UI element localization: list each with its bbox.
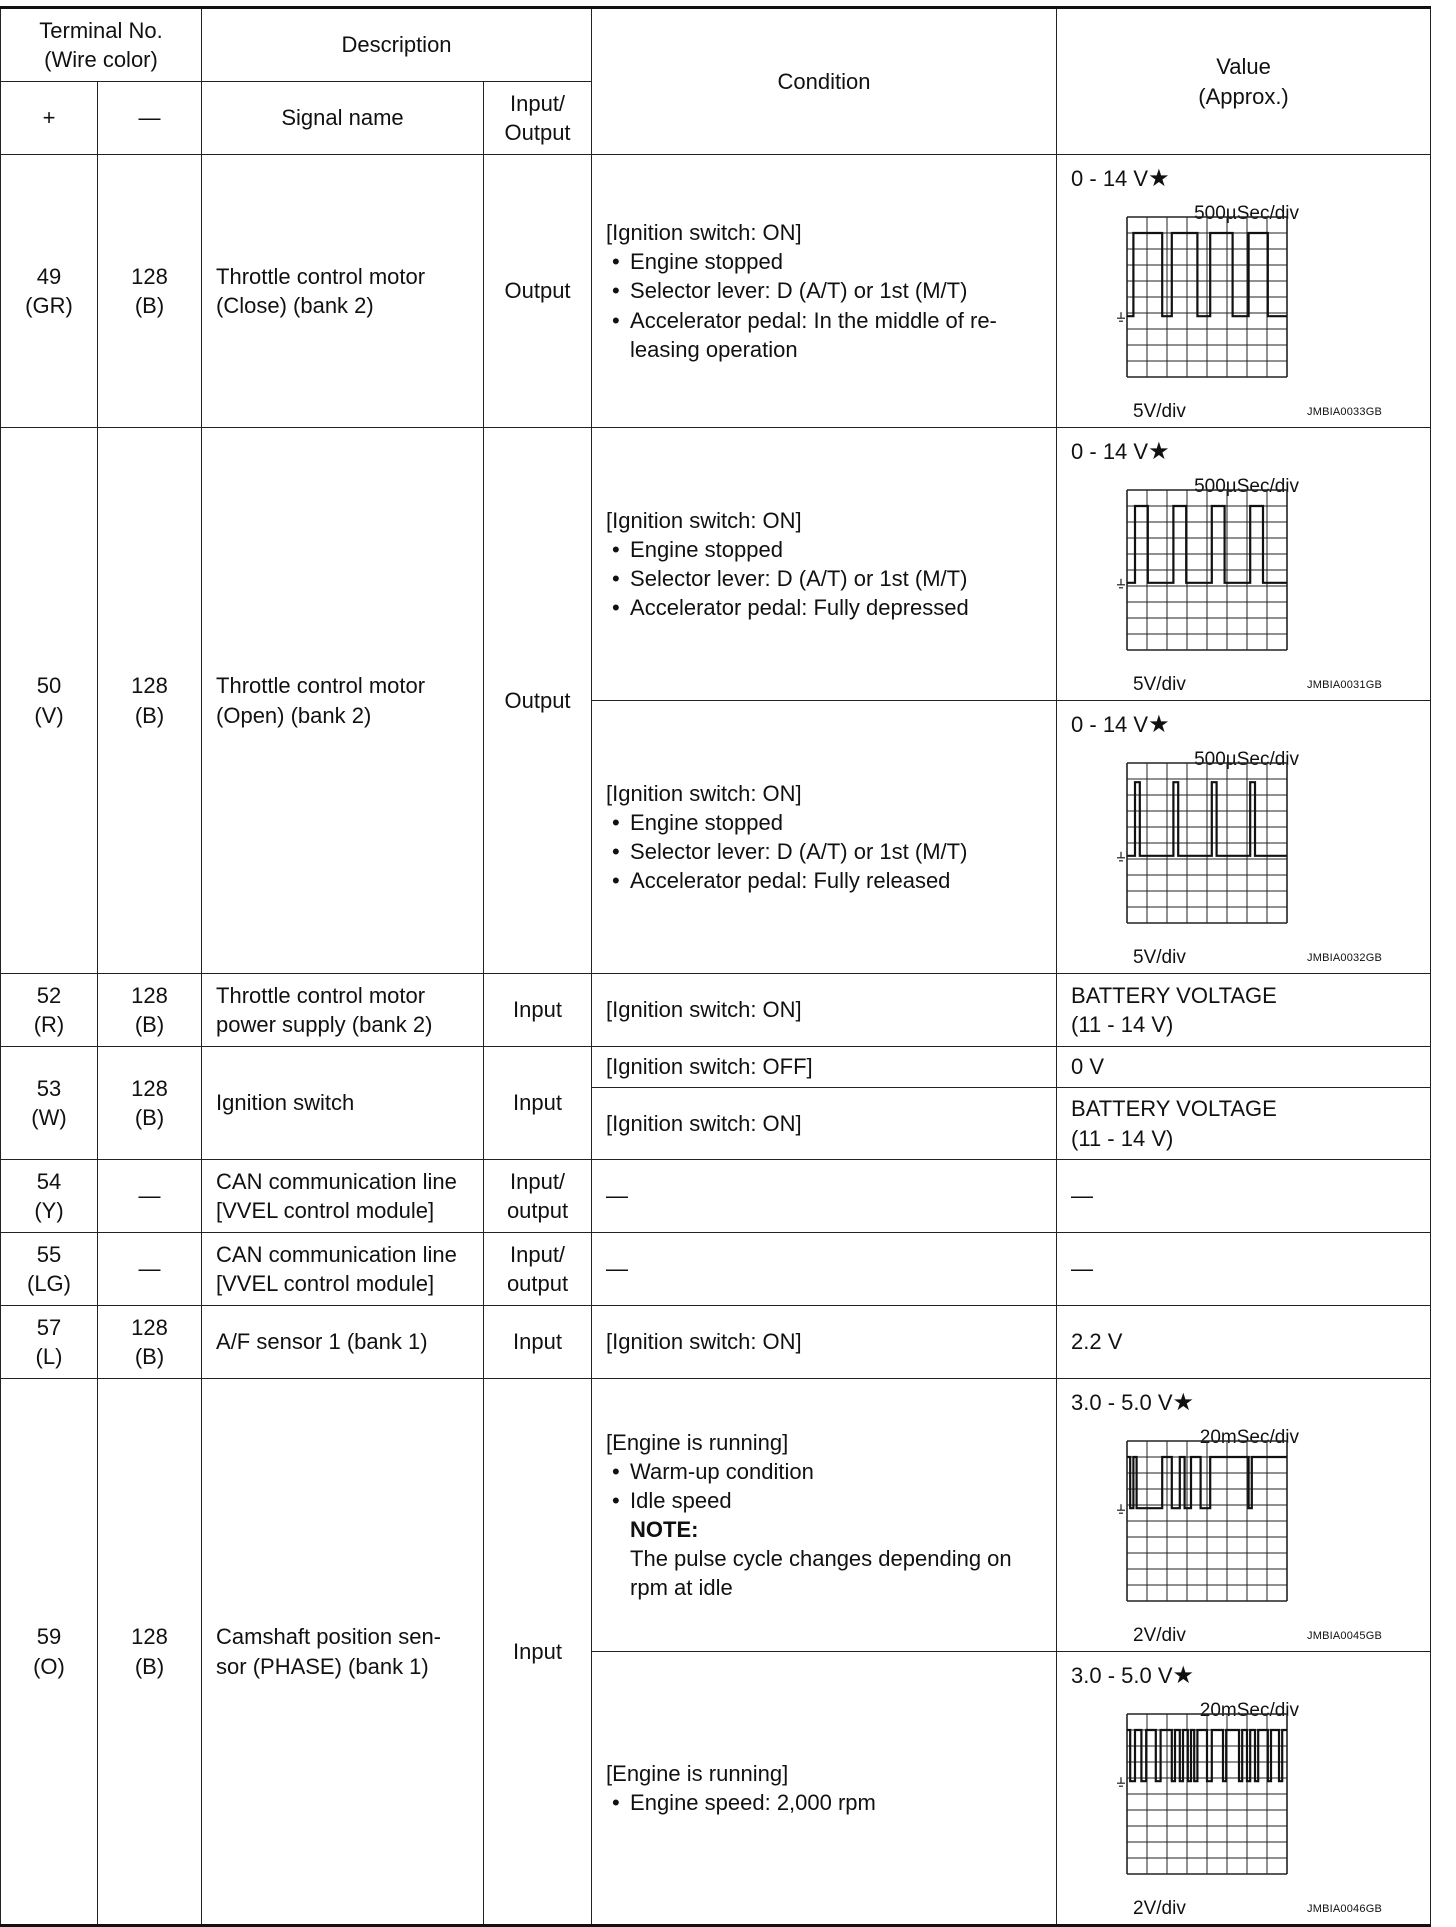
terminal-spec-table: [0, 6, 1431, 1927]
condition-title: [Engine is running]: [606, 1760, 789, 1786]
value-cell: —: [1057, 1233, 1431, 1306]
plus-header: +: [1, 82, 98, 155]
oscilloscope-figure: [1057, 155, 1430, 427]
ground-terminal: 128: [131, 1075, 168, 1101]
condition-cell: [592, 1379, 1057, 1652]
time-division-label: 20mSec/div: [1199, 1700, 1300, 1721]
signal-name-header: Signal name: [202, 82, 484, 155]
star-icon: ★: [1148, 165, 1170, 192]
signal-name-line2: sor (PHASE) (bank 1): [216, 1653, 429, 1679]
condition-item: • Accelerator pedal: Fully depressed: [606, 593, 1048, 622]
figure-code: JMBIA0033GB: [1307, 406, 1382, 418]
ground-wire-color: (B): [134, 1653, 165, 1679]
ground-wire-color: (B): [134, 1105, 165, 1130]
terminal-number: 52: [36, 982, 62, 1008]
star-icon: ★: [1148, 711, 1170, 738]
wire-color: (L): [35, 1344, 63, 1369]
star-icon: ★: [1148, 438, 1170, 465]
ground-terminal: 128: [131, 982, 168, 1008]
condition-item: • Engine stopped: [606, 535, 1048, 564]
wire-color: (W): [31, 1105, 67, 1130]
signal-name-line2: (Close) (bank 2): [216, 293, 374, 318]
terminal-number: 49: [36, 263, 62, 289]
condition-title: [Ignition switch: ON]: [606, 507, 802, 533]
value-cell: [1057, 1379, 1431, 1652]
io-header-line2: Output: [504, 120, 571, 145]
condition-note: [606, 1515, 1048, 1602]
description-header: Description: [202, 8, 592, 82]
signal-name-cell: [202, 428, 484, 974]
table-row-54: [1, 1160, 1431, 1233]
figure-code: JMBIA0032GB: [1307, 952, 1382, 964]
signal-name-line1: Camshaft position sen-: [216, 1624, 442, 1650]
value-text: 3.0 - 5.0 V★: [1071, 1389, 1195, 1416]
signal-name-cell: [202, 155, 484, 428]
io-cell: Input: [484, 1047, 592, 1160]
voltage-division-label: 5V/div: [1133, 947, 1186, 968]
ground-cell: [98, 1379, 202, 1926]
condition-item: • Engine speed: 2,000 rpm: [606, 1788, 1048, 1817]
condition-cell: [592, 1652, 1057, 1926]
ground-cell: [98, 1047, 202, 1160]
condition-list: [606, 1457, 1048, 1602]
ground-wire-color: (B): [134, 1012, 165, 1037]
condition-title: [Engine is running]: [606, 1429, 789, 1455]
ground-terminal: 128: [131, 1624, 168, 1650]
condition-item: • Selector lever: D (A/T) or 1st (M/T): [606, 837, 1048, 866]
io-cell: Output: [484, 155, 592, 428]
ground-wire-color: (B): [134, 1344, 165, 1369]
signal-name-cell: [202, 1233, 484, 1306]
oscilloscope-figure: [1057, 701, 1430, 973]
io-cell: [484, 1233, 592, 1306]
minus-header: —: [98, 82, 202, 155]
condition-cell: [Ignition switch: ON]: [592, 974, 1057, 1047]
approx-label: (Approx.): [1198, 83, 1289, 109]
value-cell: [1057, 1088, 1431, 1160]
ground-terminal: 128: [131, 263, 168, 289]
time-division-label: 500µSec/div: [1194, 203, 1300, 224]
value-cell: [1057, 155, 1431, 428]
value-line1: BATTERY VOLTAGE: [1071, 982, 1277, 1008]
condition-cell: [592, 701, 1057, 974]
star-icon: ★: [1172, 1389, 1195, 1416]
signal-name-line1: Throttle control motor: [216, 263, 426, 289]
value-text: 0 - 14 V★: [1071, 711, 1170, 738]
io-line1: Input/: [510, 1241, 566, 1267]
ground-cell: [98, 974, 202, 1047]
terminal-spec-document: [0, 6, 1430, 1927]
condition-cell: —: [592, 1233, 1057, 1306]
waveform-trace: [1127, 1730, 1287, 1781]
condition-cell: [Ignition switch: ON]: [592, 1306, 1057, 1379]
io-header-line1: Input/: [510, 90, 566, 116]
signal-name-line2: [VVEL control module]: [216, 1198, 435, 1223]
figure-code: JMBIA0031GB: [1307, 679, 1382, 691]
condition-item: • Idle speed: [606, 1486, 1048, 1515]
value-cell: [1057, 1652, 1431, 1926]
value-label: Value: [1216, 54, 1271, 80]
io-cell: Input: [484, 1306, 592, 1379]
signal-name-cell: Ignition switch: [202, 1047, 484, 1160]
wire-color: (V): [34, 702, 64, 728]
waveform-graph: [1107, 1700, 1357, 1900]
voltage-division-label: 5V/div: [1133, 674, 1186, 695]
io-cell: Output: [484, 428, 592, 974]
ground-cell: [98, 428, 202, 974]
condition-item-continued: leasing operation: [630, 336, 798, 362]
table-row-59: [1, 1379, 1431, 1652]
time-division-label: 500µSec/div: [1194, 749, 1300, 770]
note-label: NOTE:: [630, 1517, 699, 1542]
condition-list: [606, 535, 1048, 622]
condition-item: • Selector lever: D (A/T) or 1st (M/T): [606, 276, 1048, 305]
time-division-label: 20mSec/div: [1199, 1427, 1300, 1448]
io-line2: output: [506, 1198, 569, 1223]
terminal-cell: [1, 1233, 98, 1306]
header-row-1: [1, 8, 1431, 82]
value-cell: [1057, 974, 1431, 1047]
terminal-number: 50: [36, 673, 62, 699]
waveform-graph: [1107, 749, 1357, 949]
condition-item: • Accelerator pedal: In the middle of re-: [606, 306, 1048, 335]
signal-name-line1: CAN communication line: [216, 1241, 457, 1267]
note-text-line1: The pulse cycle changes depending on: [630, 1546, 1012, 1572]
wire-color: (GR): [25, 293, 73, 318]
condition-cell: [Ignition switch: ON]: [592, 1088, 1057, 1160]
terminal-cell: [1, 428, 98, 974]
signal-name-cell: [202, 1160, 484, 1233]
value-line2: (11 - 14 V): [1071, 1125, 1174, 1151]
table-row-55: [1, 1233, 1431, 1306]
ground-wire-color: (B): [134, 293, 165, 318]
ground-cell: —: [98, 1233, 202, 1306]
signal-name-cell: A/F sensor 1 (bank 1): [202, 1306, 484, 1379]
value-line1: BATTERY VOLTAGE: [1071, 1096, 1277, 1122]
signal-name-line1: Throttle control motor: [216, 982, 426, 1008]
signal-name-line2: (Open) (bank 2): [216, 702, 372, 728]
condition-title: [Ignition switch: ON]: [606, 220, 802, 246]
table-row-53: [1, 1047, 1431, 1088]
condition-item: • Accelerator pedal: Fully released: [606, 866, 1048, 895]
ground-cell: [98, 155, 202, 428]
wire-color-label: (Wire color): [44, 47, 158, 72]
value-cell: [1057, 428, 1431, 701]
time-division-label: 500µSec/div: [1194, 476, 1300, 497]
note-text-line2: rpm at idle: [630, 1575, 733, 1601]
wire-color: (O): [33, 1653, 65, 1679]
ground-wire-color: (B): [134, 702, 165, 728]
voltage-division-label: 2V/div: [1133, 1898, 1186, 1919]
value-cell: —: [1057, 1160, 1431, 1233]
voltage-division-label: 5V/div: [1133, 401, 1186, 422]
waveform-graph: [1107, 203, 1357, 403]
ground-cell: —: [98, 1160, 202, 1233]
io-line1: Input/: [510, 1168, 566, 1194]
condition-header: Condition: [592, 8, 1057, 155]
oscilloscope-figure: [1057, 1652, 1430, 1924]
wire-color: (R): [33, 1012, 65, 1037]
terminal-number: 57: [36, 1314, 62, 1340]
condition-cell: —: [592, 1160, 1057, 1233]
condition-cell: [Ignition switch: OFF]: [592, 1047, 1057, 1088]
terminal-number: 54: [36, 1168, 62, 1194]
value-text: 0 - 14 V★: [1071, 438, 1170, 465]
terminal-no-header: [1, 8, 202, 82]
signal-name-line2: power supply (bank 2): [216, 1012, 433, 1037]
signal-name-line1: Throttle control motor: [216, 673, 426, 699]
condition-list: [606, 247, 1048, 363]
value-cell: 2.2 V: [1057, 1306, 1431, 1379]
terminal-cell: [1, 155, 98, 428]
signal-name-cell: [202, 1379, 484, 1926]
condition-cell: [592, 155, 1057, 428]
ground-terminal: 128: [131, 673, 168, 699]
condition-title: [Ignition switch: ON]: [606, 780, 802, 806]
terminal-cell: [1, 974, 98, 1047]
condition-item: • Selector lever: D (A/T) or 1st (M/T): [606, 564, 1048, 593]
io-line2: output: [506, 1271, 569, 1296]
oscilloscope-figure: [1057, 1379, 1430, 1651]
terminal-number: 53: [36, 1075, 62, 1101]
terminal-number: 55: [36, 1241, 62, 1267]
ground-terminal: 128: [131, 1314, 168, 1340]
io-cell: [484, 1160, 592, 1233]
table-row-52: [1, 974, 1431, 1047]
value-header: [1057, 8, 1431, 155]
signal-name-line2: [VVEL control module]: [216, 1271, 435, 1296]
value-text: 3.0 - 5.0 V★: [1071, 1662, 1195, 1689]
value-text: 0 - 14 V★: [1071, 165, 1170, 192]
waveform-graph: [1107, 476, 1357, 676]
io-cell: Input: [484, 974, 592, 1047]
condition-item: • Engine stopped: [606, 247, 1048, 276]
wire-color: (Y): [34, 1198, 64, 1223]
signal-name-line1: CAN communication line: [216, 1168, 457, 1194]
terminal-no-label: Terminal No.: [39, 17, 163, 43]
terminal-cell: [1, 1160, 98, 1233]
voltage-division-label: 2V/div: [1133, 1625, 1186, 1646]
io-cell: Input: [484, 1379, 592, 1926]
signal-name-cell: [202, 974, 484, 1047]
condition-item: • Engine stopped: [606, 808, 1048, 837]
figure-code: JMBIA0045GB: [1307, 1630, 1382, 1642]
waveform-graph: [1107, 1427, 1357, 1627]
figure-code: JMBIA0046GB: [1307, 1903, 1382, 1915]
condition-list: [606, 808, 1048, 895]
condition-list: [606, 1788, 1048, 1817]
value-cell: [1057, 701, 1431, 974]
terminal-cell: [1, 1379, 98, 1926]
value-cell: 0 V: [1057, 1047, 1431, 1088]
io-header: [484, 82, 592, 155]
terminal-cell: [1, 1306, 98, 1379]
value-line2: (11 - 14 V): [1071, 1012, 1174, 1037]
star-icon: ★: [1172, 1662, 1195, 1689]
wire-color: (LG): [27, 1271, 71, 1296]
terminal-cell: [1, 1047, 98, 1160]
ground-cell: [98, 1306, 202, 1379]
table-row-49: [1, 155, 1431, 428]
condition-item: • Warm-up condition: [606, 1457, 1048, 1486]
terminal-number: 59: [36, 1624, 62, 1650]
condition-cell: [592, 428, 1057, 701]
table-row-57: [1, 1306, 1431, 1379]
table-row-50: [1, 428, 1431, 701]
oscilloscope-figure: [1057, 428, 1430, 700]
